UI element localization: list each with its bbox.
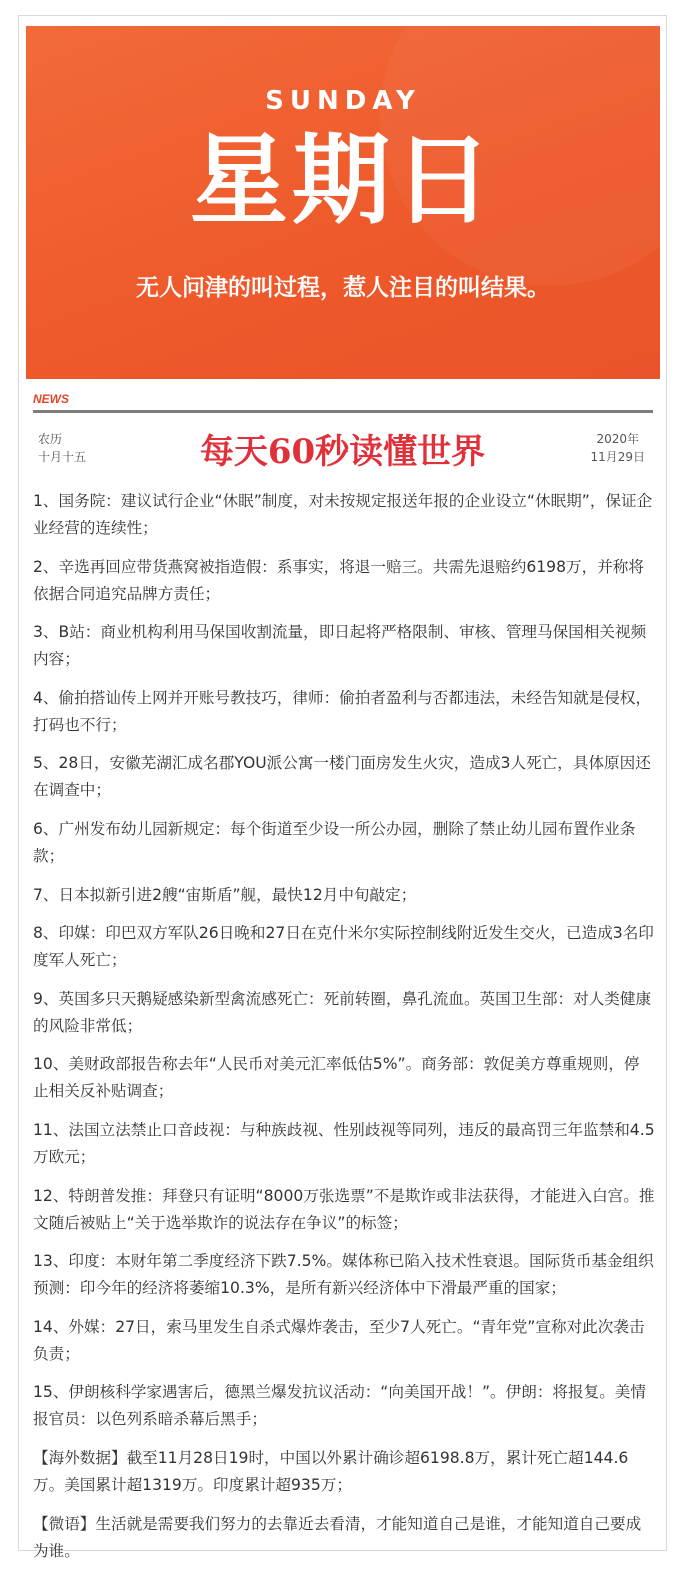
news-item: 13、印度：本财年第二季度经济下跌7.5%。媒体称已陷入技术性衰退。国际货币基金组织预测：印今年的经济将萎缩10.3%，是所有新兴经济体中下滑最严重的国家； (33, 1252, 654, 1298)
news-item: 6、广州发布幼儿园新规定：每个街道至少设一所公办园，删除了禁止幼儿园布置作业条款； (33, 819, 636, 865)
gregorian-date (590, 430, 645, 466)
news-item: 9、英国多只天鹅疑感染新型禽流感死亡：死前转圈，鼻孔流血。英国卫生部：对人类健康的风险非常低； (33, 989, 652, 1035)
news-item: 1、国务院：建议试行企业“休眠”制度，对未按规定报送年报的企业设立“休眠期”，保证企业经营的连续性； (33, 492, 653, 537)
news-item: 2、辛选再回应带货燕窝被指造假：系事实，将退一赔三。共需先退赔约6198万，并称将依据合同追究品牌方责任； (33, 557, 644, 603)
news-tag: NEWS (33, 392, 69, 406)
news-item: 3、B站：商业机构利用马保国收割流量，即日起将严格限制、审核、管理马保国相关视频内容； (33, 623, 647, 669)
news-list (33, 488, 655, 1576)
news-item: 15、伊朗核科学家遇害后，德黑兰爆发抗议活动：“向美国开战！”。伊朗：将报复。美情报官员：以色列系暗杀幕后黑手； (33, 1383, 646, 1429)
sunday-banner (26, 26, 660, 379)
news-item: 7、日本拟新引进2艘“宙斯盾”舰，最快12月中旬敲定； (33, 885, 417, 904)
news-item: 5、28日，安徽芜湖汇成名郡YOU派公寓一楼门面房发生火灾，造成3人死亡，具体原因还在调查中； (33, 754, 651, 800)
divider (33, 410, 653, 413)
date-year: 2020年 (596, 432, 639, 446)
news-item: 11、法国立法禁止口音歧视：与种族歧视、性别歧视等同列，违反的最高罚三年监禁和4.5万欧元； (33, 1120, 655, 1166)
date-day: 11月29日 (590, 450, 645, 464)
daily-quote: 【微语】生活就是需要我们努力的去靠近去看清，才能知道自己是谁，才能知道自己要成为谁。 (33, 1514, 642, 1560)
news-item: 14、外媒：27日，索马里发生自杀式爆炸袭击，至少7人死亡。“青年党”宣称对此次袭击负责； (33, 1317, 645, 1363)
page-title: 每天60秒读懂世界 (199, 432, 486, 472)
news-item: 8、印媒：印巴双方军队26日晚和27日在克什米尔实际控制线附近发生交火，已造成3名印度军人死亡； (33, 924, 654, 970)
overseas-data: 【海外数据】截至11月28日19时，中国以外累计确诊超6198.8万，累计死亡超144.6万。美国累计超1319万。印度累计超935万； (33, 1448, 629, 1494)
banner-day-en: SUNDAY (265, 86, 421, 116)
lunar-label: 农历 (38, 432, 63, 446)
news-item: 12、特朗普发推：拜登只有证明“8000万张选票”不是欺诈或非法获得，才能进入白宫。推文随后被贴上“关于选举欺诈的说法存在争议”的标签； (33, 1186, 655, 1232)
lunar-day: 十月十五 (38, 450, 87, 464)
banner-day-cn: 星期日 (189, 123, 496, 238)
news-item: 10、美财政部报告称去年“人民币对美元汇率低估5%”。商务部：敦促美方尊重规则，停止相关反补贴调查； (33, 1055, 640, 1101)
news-item: 4、偷拍搭讪传上网并开账号教技巧，律师：偷拍者盈利与否都违法，未经告知就是侵权，打码也不行； (33, 688, 652, 734)
banner-slogan: 无人问津的叫过程，惹人注目的叫结果。 (136, 274, 550, 301)
